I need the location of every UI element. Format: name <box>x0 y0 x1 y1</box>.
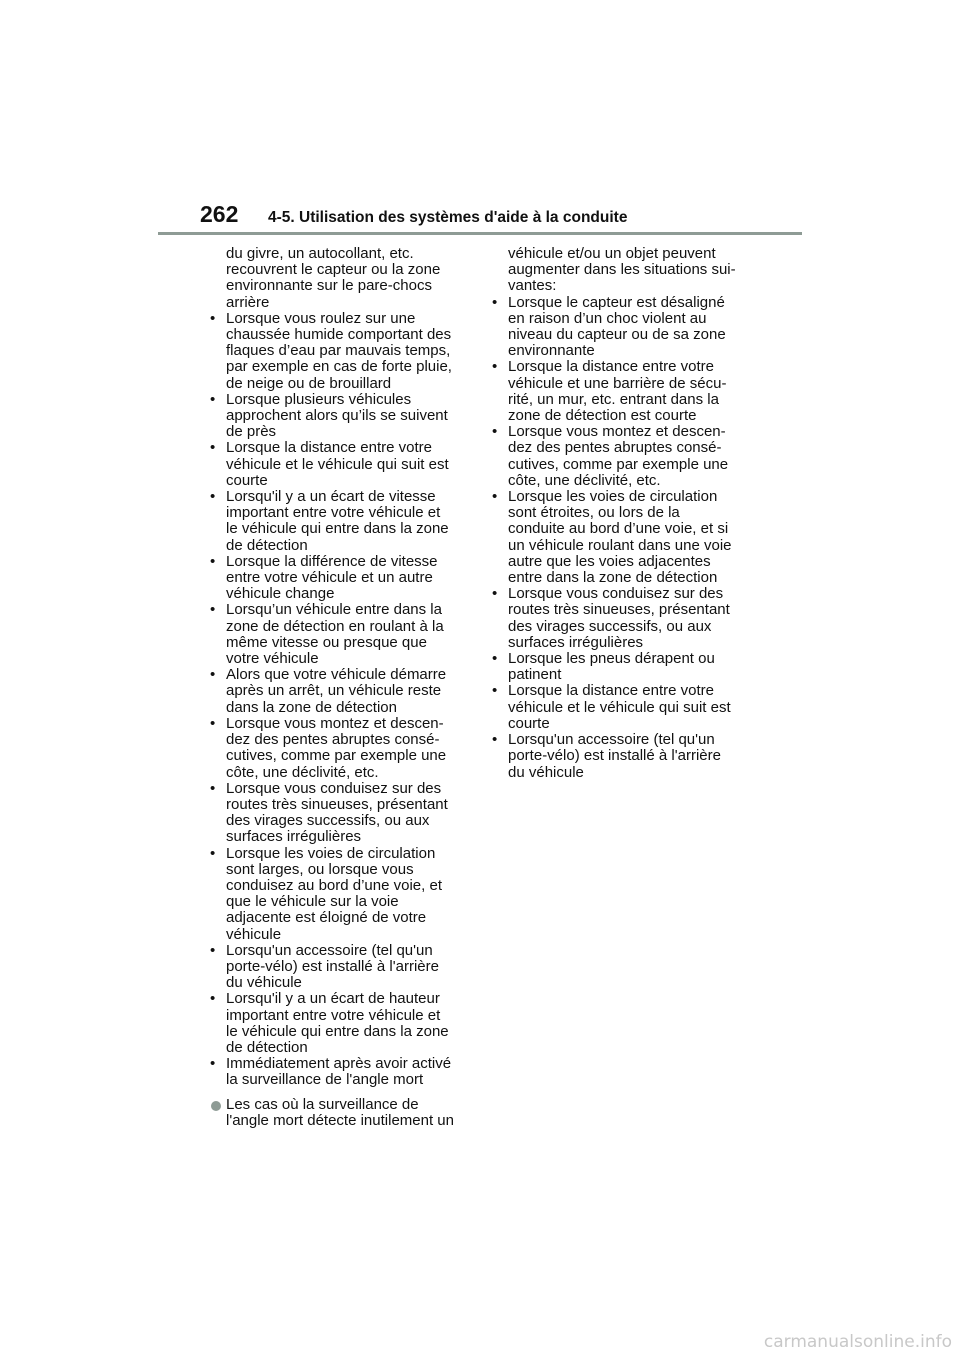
list-item <box>210 716 472 781</box>
bullet: • <box>492 488 498 506</box>
list-item <box>210 781 472 846</box>
list-item <box>210 554 472 603</box>
list-item <box>210 846 472 943</box>
bullet: • <box>210 666 216 684</box>
list-item <box>492 359 754 424</box>
list-item-text: Lorsque la distance entre votre véhicule et le véhicule qui suit est courte <box>226 439 449 489</box>
list-item <box>210 991 472 1056</box>
list-item-text: Lorsque vous conduisez sur des routes très sinueuses, présentant des virages successifs, ou aux surfaces irrégulières <box>508 585 730 651</box>
section-title: 4-5. Utilisation des systèmes d'aide à la conduite <box>268 209 628 226</box>
bullet: • <box>210 390 216 408</box>
list-item <box>210 1056 472 1088</box>
list-item <box>492 489 754 586</box>
bullet: • <box>210 844 216 862</box>
bullet: • <box>492 731 498 749</box>
list-item-text: Lorsqu'un accessoire (tel qu'un porte-vélo) est installé à l'arrière du véhicule <box>508 731 721 781</box>
bullet: • <box>492 650 498 668</box>
list-item <box>492 586 754 651</box>
bullet: • <box>492 358 498 376</box>
page-number: 262 <box>200 201 239 227</box>
section-heading-text: Les cas où la surveillance de l'angle mort détecte inutilement un <box>226 1095 454 1129</box>
list-item <box>210 943 472 992</box>
list-item <box>492 424 754 489</box>
bullet: • <box>492 585 498 603</box>
bullet: • <box>210 990 216 1008</box>
list-item-text: Lorsque vous montez et descen- dez des pentes abruptes consé- cutives, comme par exemple une côte, une déclivité, etc. <box>508 423 729 489</box>
list-item-text: Lorsque plusieurs véhicules approchent alors qu’ils se suivent de près <box>226 390 448 441</box>
list-item <box>492 683 754 732</box>
left-column <box>210 246 472 1129</box>
list-item <box>210 602 472 667</box>
bullet: • <box>210 552 216 570</box>
list-item-text: Lorsque le capteur est désaligné en raison d’un choc violent au niveau du capteur ou de sa zone environnante <box>508 293 726 360</box>
right-column <box>492 246 754 781</box>
bullet: • <box>492 293 498 311</box>
list-item <box>210 667 472 716</box>
list-item-text: Lorsque la distance entre votre véhicule et le véhicule qui suit est courte <box>508 682 731 732</box>
bullet: • <box>210 779 216 797</box>
continuation-text: du givre, un autocollant, etc. recouvrent le capteur ou la zone environnante sur le pare-chocs arrière <box>226 245 441 311</box>
list-item <box>210 440 472 489</box>
list-item-text: Lorsque vous roulez sur une chaussée humide comportant des flaques d’eau par mauvais temps, par exemple en cas de forte pluie, de neige ou de brouillard <box>226 309 452 392</box>
list-item <box>492 732 754 781</box>
list-item-text: Lorsqu’un véhicule entre dans la zone de détection en roulant à la même vitesse ou presque que votre véhicule <box>226 601 444 668</box>
list-item-text: Immédiatement après avoir activé la surveillance de l'angle mort <box>226 1055 452 1089</box>
bullet: • <box>492 423 498 441</box>
list-item-text: Alors que votre véhicule démarre après un arrêt, un véhicule reste dans la zone de détection <box>226 666 447 716</box>
list-item-text: Lorsque vous montez et descen- dez des pentes abruptes consé- cutives, comme par exemple une côte, une déclivité, etc. <box>226 714 447 781</box>
bullet: • <box>210 714 216 732</box>
list-item-text: Lorsque vous conduisez sur des routes très sinueuses, présentant des virages successifs, ou aux surfaces irrégulières <box>226 779 448 846</box>
bullet: • <box>210 941 216 959</box>
list-item-text: Lorsque la différence de vitesse entre votre véhicule et un autre véhicule change <box>226 552 438 603</box>
bullet: • <box>210 309 216 327</box>
list-item-text: Lorsque les voies de circulation sont étroites, ou lors de la conduite au bord d’une voie, et si un véhicule roulant dans une voie autre que les voies adjacentes entre dans la zone de détection <box>508 488 732 587</box>
header-divider <box>158 232 802 235</box>
list-item-text: Lorsque les pneus dérapent ou patinent <box>508 650 715 684</box>
circle-bullet-icon <box>211 1101 221 1111</box>
section-heading-item <box>210 1097 472 1129</box>
watermark-text: carmanualsonline.info <box>763 1332 952 1352</box>
list-item-text: Lorsque les voies de circulation sont larges, ou lorsque vous conduisez au bord d’une voie, et que le véhicule sur la voie adjacente est éloigné de votre véhicule <box>226 844 442 943</box>
list-item-text: Lorsque la distance entre votre véhicule et une barrière de sécu- rité, un mur, etc. entrant dans la zone de détection est courte <box>508 358 727 425</box>
bullet: • <box>210 1055 216 1073</box>
list-item-text: Lorsqu'il y a un écart de hauteur important entre votre véhicule et le véhicule qui entre dans la zone de détection <box>226 990 449 1056</box>
list-item <box>492 651 754 683</box>
list-item <box>210 311 472 392</box>
list-item-text: Lorsqu'il y a un écart de vitesse important entre votre véhicule et le véhicule qui entre dans la zone de détection <box>226 488 449 554</box>
continuation-text: véhicule et/ou un objet peuvent augmenter dans les situations sui- vantes: <box>508 245 736 295</box>
list-item <box>210 392 472 441</box>
bullet: • <box>492 682 498 700</box>
bullet: • <box>210 439 216 457</box>
list-item <box>492 295 754 360</box>
bullet: • <box>210 488 216 506</box>
list-item-text: Lorsqu'un accessoire (tel qu'un porte-vélo) est installé à l'arrière du véhicule <box>226 941 439 992</box>
bullet: • <box>210 601 216 619</box>
list-item <box>210 489 472 554</box>
